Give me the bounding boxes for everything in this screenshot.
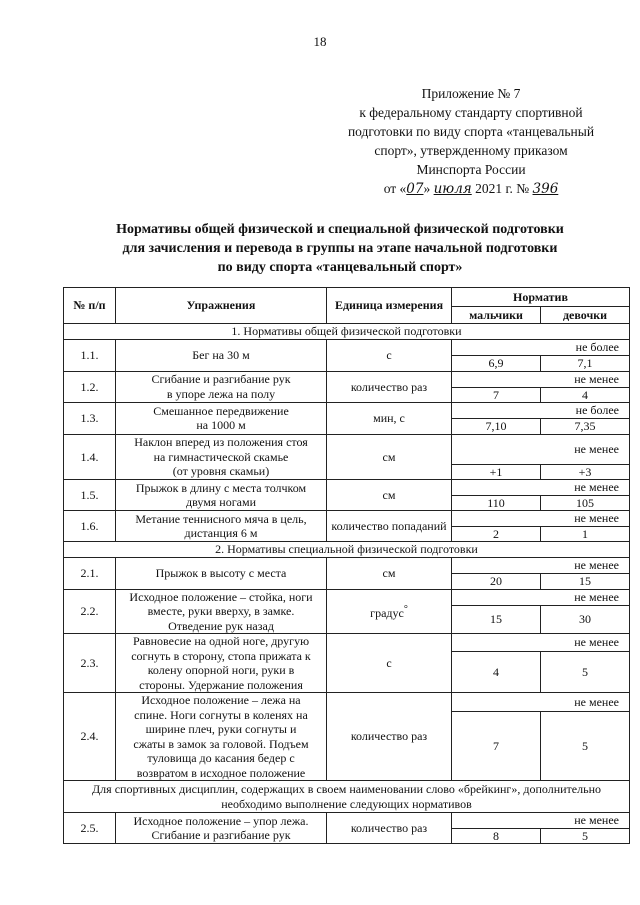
row-girls-value: 5 [541,712,630,781]
row-girls-value: 1 [541,526,630,542]
table-row [64,480,630,496]
table-body [64,324,630,844]
exercise-line: Сгибание и разгибание рук [151,828,291,842]
table-row [64,589,630,606]
exercise-line: возвратом в исходное положение [136,765,306,780]
row-girls-value: 7,35 [541,419,630,435]
table-row [64,434,630,464]
title-line: по виду спорта «танцевальный спорт» [217,260,463,275]
row-boys-value: 15 [452,606,541,634]
row-condition: не менее [452,434,630,464]
exercise-line: дистанция 6 м [184,526,258,540]
exercise-line: Прыжок в длину с места толчком [135,480,307,495]
table-row [64,340,630,356]
table-row [64,558,630,574]
degree-mark: ° [403,603,408,615]
row-boys-value: 8 [452,828,541,844]
row-condition: не менее [452,371,630,387]
exercise-line: на гимнастической скамье [153,449,289,464]
table-row [64,634,630,652]
table-row [64,403,630,419]
header-unit: Единица измерения [327,288,452,324]
table-row [64,813,630,829]
title-line: Нормативы общей физической и специальной физической подготовки [116,222,564,237]
row-condition: не менее [452,480,630,496]
exercise-line: Исходное положение – лежа на [141,693,301,707]
row-boys-value: 110 [452,495,541,511]
row-unit: с [327,634,452,693]
row-condition: не менее [452,558,630,574]
date-prefix: от « [383,181,407,196]
row-unit: см [327,558,452,590]
section-row [64,324,630,340]
row-condition: не более [452,340,630,356]
appendix-block [330,84,612,199]
appendix-line: спорт», утвержденному приказом [374,143,568,158]
row-girls-value: 5 [541,828,630,844]
row-num: 2.3. [64,634,116,693]
row-num: 2.2. [64,589,116,634]
row-exercise [116,480,327,511]
row-boys-value: 2 [452,526,541,542]
row-condition: не менее [452,693,630,712]
row-girls-value: 4 [541,387,630,403]
row-exercise [116,693,327,781]
row-condition: не менее [452,511,630,527]
exercise-line: Исходное положение – упор лежа. [133,813,309,828]
breaking-note-row [64,781,630,813]
row-boys-value: 7,10 [452,419,541,435]
row-num: 1.1. [64,340,116,372]
exercise-line: вместе, руки вверху, в замке. [147,604,295,618]
row-unit: мин, с [327,403,452,435]
row-condition: не более [452,403,630,419]
row-exercise [116,634,327,693]
exercise-line: Метание теннисного мяча в цель, [135,511,307,526]
table-row [64,371,630,387]
exercise-line: колену опорной ноги, руки в [147,663,295,677]
header-norm: Норматив [452,288,630,307]
exercise-line: Сгибание и разгибание рук [151,372,291,387]
row-unit: см [327,480,452,511]
exercise-line: Смешанное передвижение [153,403,289,418]
header-girls: девочки [541,307,630,324]
exercise-line: Прыжок в высоту с места [155,566,287,580]
row-num: 2.5. [64,813,116,844]
date-mid: » [423,181,434,196]
table-row [64,693,630,712]
row-unit: количество раз [327,813,452,844]
appendix-line: Минспорта России [416,162,526,177]
exercise-line: согнуть в сторону, стопа прижата к [131,648,311,663]
row-condition: не менее [452,634,630,652]
row-condition: не менее [452,589,630,606]
title-line: для зачисления и перевода в группы на этапе начальной подготовки [122,241,558,256]
exercise-line: Бег на 30 м [192,348,250,362]
row-girls-value: 7,1 [541,356,630,372]
row-exercise [116,589,327,634]
row-boys-value: 6,9 [452,356,541,372]
row-boys-value: 7 [452,712,541,781]
row-num: 2.4. [64,693,116,781]
document-title [60,220,620,277]
row-boys-value: 4 [452,652,541,693]
exercise-line: туловища до касания бедер с [147,751,295,765]
row-condition: не менее [452,813,630,829]
row-boys-value: 7 [452,387,541,403]
exercise-line: Наклон вперед из положения стоя [134,435,308,449]
exercise-line: (от уровня скамьи) [172,464,270,478]
row-unit: с [327,340,452,372]
row-exercise [116,340,327,372]
row-num: 1.3. [64,403,116,435]
row-unit: количество попаданий [327,511,452,542]
order-number: 396 [532,181,559,197]
row-num: 1.5. [64,480,116,511]
row-num: 1.6. [64,511,116,542]
date-year: 2021 г. № [471,181,533,196]
section-row [64,542,630,558]
breaking-note: Для спортивных дисциплин, содержащих в своем наименовании слово «брейкинг», дополнительно необходимо выполнение следующих нормативов [64,781,630,813]
row-unit: градус° [327,589,452,634]
row-girls-value: 15 [541,574,630,590]
section-2-label: 2. Нормативы специальной физической подготовки [64,542,630,558]
row-exercise [116,813,327,844]
page-number: 18 [313,34,327,49]
header-exercise: Упражнения [116,288,327,324]
date-month: июля [433,181,472,197]
exercise-line: спине. Ноги согнуты в коленях на [134,707,308,722]
header-num: № п/п [64,288,116,324]
exercise-line: стороны. Удержание положения [139,677,303,692]
exercise-line: Равновесие на одной ноге, другую [132,634,310,648]
exercise-line: Исходное положение – стойка, ноги [129,589,313,604]
exercise-line: в упоре лежа на полу [166,386,276,401]
row-exercise [116,403,327,435]
row-boys-value: +1 [452,464,541,480]
header-boys: мальчики [452,307,541,324]
appendix-date-line [330,179,612,199]
row-girls-value: 5 [541,652,630,693]
row-exercise [116,434,327,480]
row-exercise [116,558,327,590]
row-girls-value: 30 [541,606,630,634]
row-exercise [116,371,327,403]
exercise-line: на 1000 м [196,418,246,433]
appendix-line: подготовки по виду спорта «танцевальный [347,124,595,139]
exercise-line: Отведение рук назад [168,618,274,633]
row-num: 2.1. [64,558,116,590]
row-unit: количество раз [327,693,452,781]
appendix-line: к федеральному стандарту спортивной [359,105,583,120]
appendix-line: Приложение № 7 [421,86,521,101]
row-girls-value: +3 [541,464,630,480]
row-exercise [116,511,327,542]
row-boys-value: 20 [452,574,541,590]
table-row [64,511,630,527]
exercise-line: двумя ногами [185,495,256,509]
row-unit: см [327,434,452,480]
section-1-label: 1. Нормативы общей физической подготовки [64,324,630,340]
date-day: 07 [406,181,424,197]
row-girls-value: 105 [541,495,630,511]
norms-table [63,287,630,844]
row-num: 1.2. [64,371,116,403]
row-unit: количество раз [327,371,452,403]
exercise-line: сжаты в замок за головой. Подъем [133,736,309,751]
exercise-line: ширине плеч, руки согнуты и [145,722,297,736]
row-num: 1.4. [64,434,116,480]
